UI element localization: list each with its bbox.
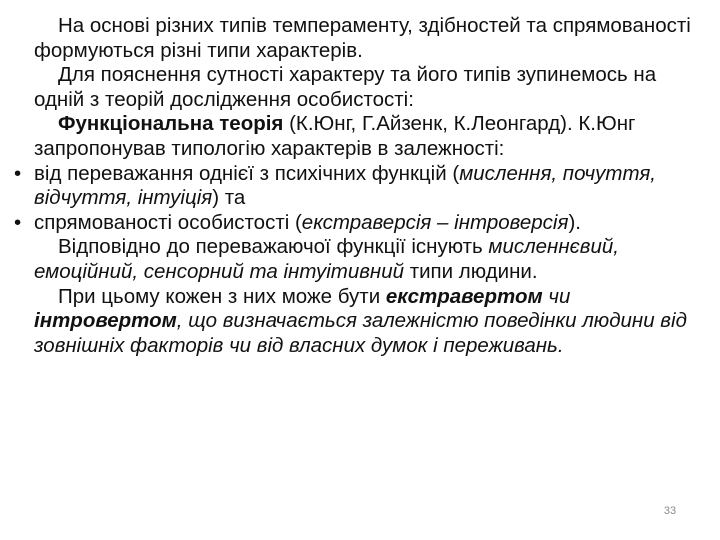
bullet-icon: • xyxy=(14,210,22,234)
paragraph-5 xyxy=(14,285,704,359)
paragraph-1-text: На основі різних типів темпераменту, здібностей та спрямованості формуються різні типи характерів. xyxy=(34,14,691,62)
bullet-1-start: від переважання однієї з психічних функцій ( xyxy=(34,161,460,185)
bullet-item-1 xyxy=(14,162,704,211)
bullet-item-2 xyxy=(14,211,704,236)
bullet-2-end: ). xyxy=(568,210,581,234)
paragraph-4-end: типи людини. xyxy=(404,259,538,283)
paragraph-5-end: , що визначається залежністю поведінки людини від зовнішніх факторів чи від власних думок і переживань. xyxy=(34,309,687,357)
page-number: 33 xyxy=(663,505,677,517)
bullet-icon: • xyxy=(14,161,22,185)
paragraph-4-start: Відповідно до переважаючої функції існують xyxy=(58,235,489,259)
bullet-2-start: спрямованості особистості ( xyxy=(34,210,302,234)
slide-body xyxy=(14,14,704,358)
paragraph-3-text: (К.Юнг, Г.Айзенк, К.Леонгард). К.Юнг запропонував типологію характерів в залежності: xyxy=(34,112,636,160)
bullet-2-orientation: екстраверсія – інтроверсія xyxy=(301,210,569,234)
paragraph-5-start: При цьому кожен з них може бути xyxy=(58,284,386,308)
introvert-term: інтровертом xyxy=(34,309,177,333)
bullet-1-functions: мислення, почуття, відчуття, інтуіція xyxy=(34,161,656,210)
paragraph-4-types: мисленнєвий, емоційний, сенсорний та інтуітивний xyxy=(34,235,619,283)
paragraph-4 xyxy=(14,235,704,284)
bullet-1-end: ) та xyxy=(212,186,246,210)
paragraph-2-text: Для пояснення сутності характеру та його типів зупинемось на одній з теорій дослідження особистості: xyxy=(34,63,657,111)
paragraph-1 xyxy=(14,14,704,63)
extravert-term: екстравертом xyxy=(385,284,543,308)
paragraph-3 xyxy=(14,112,704,161)
paragraph-5-or: чи xyxy=(542,284,571,308)
functional-theory-term: Функціональна теорія xyxy=(58,112,284,136)
paragraph-2 xyxy=(14,63,704,112)
